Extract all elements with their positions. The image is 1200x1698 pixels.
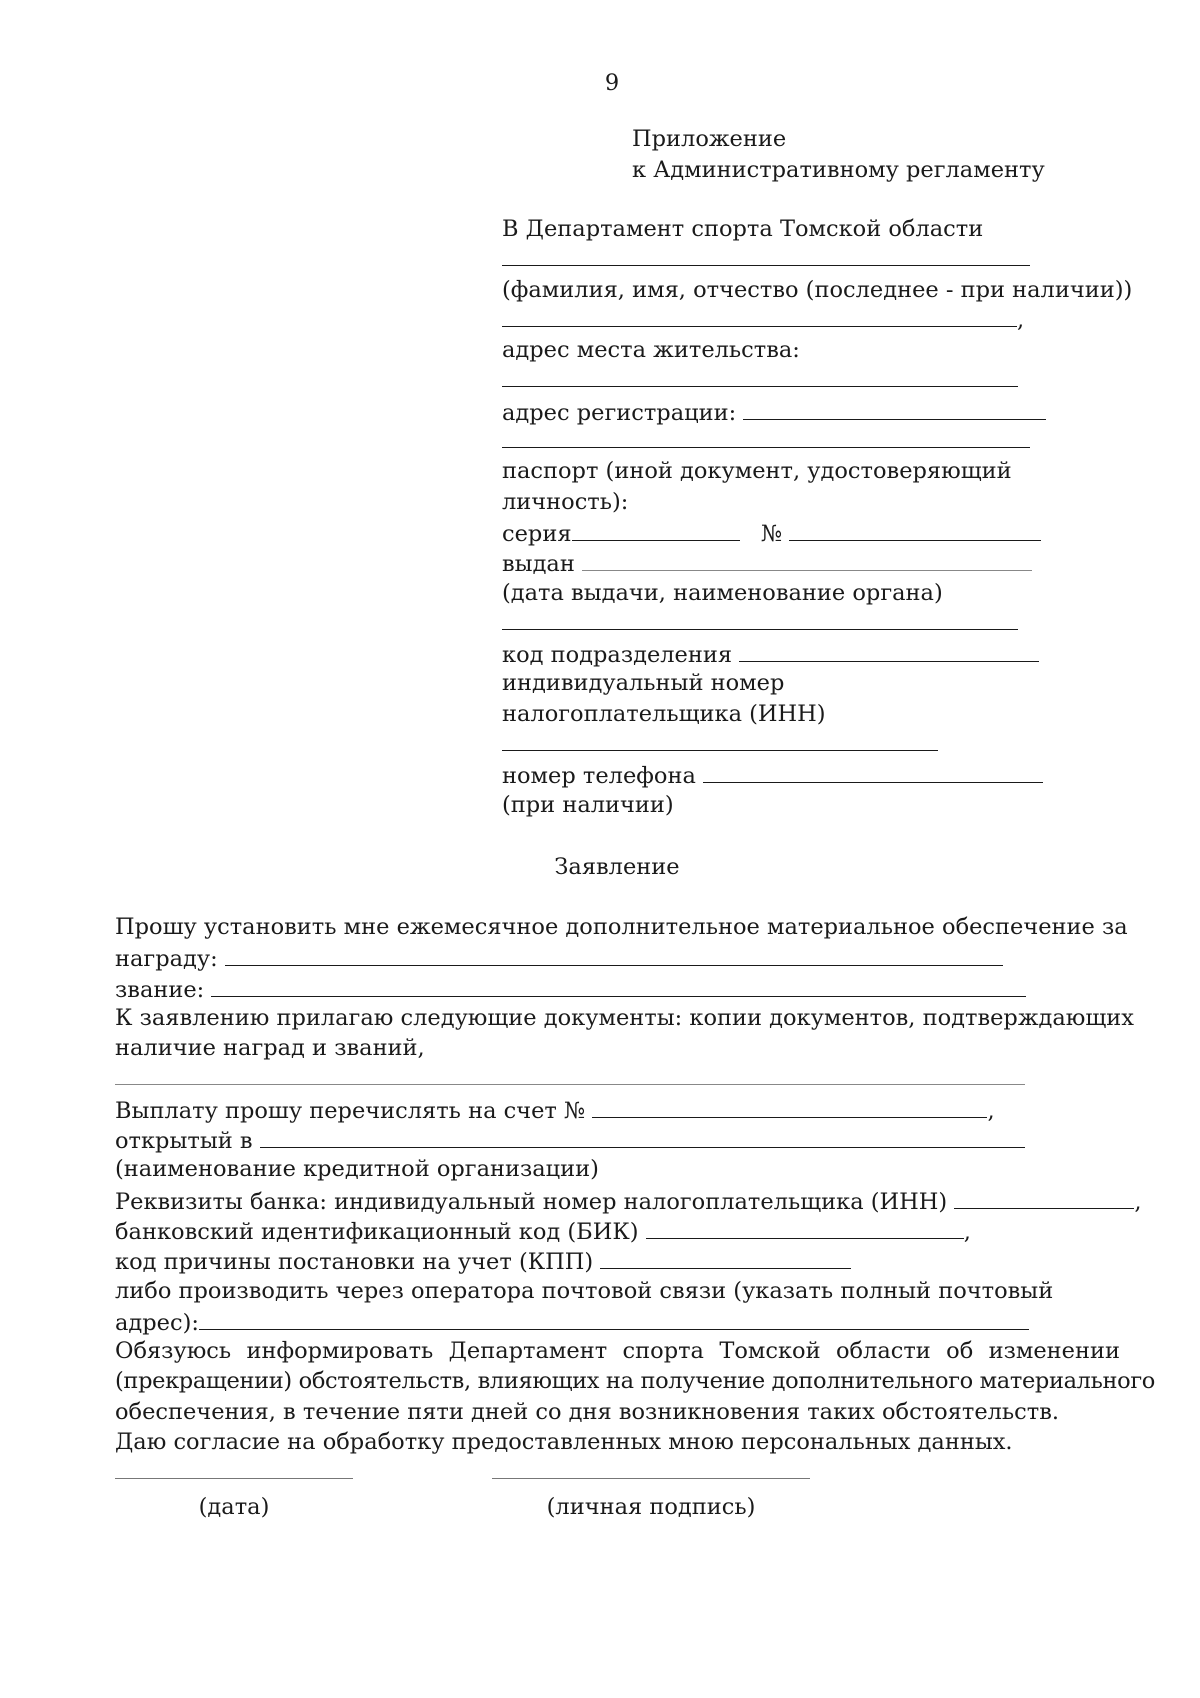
- account-comma: ,: [987, 1097, 995, 1124]
- appendix-line-1: Приложение: [632, 126, 787, 152]
- applicant-header: [502, 214, 1133, 820]
- residence-label: адрес места жительства:: [502, 337, 800, 364]
- residence-field[interactable]: [502, 366, 1018, 387]
- bank-hint: (наименование кредитной организации): [115, 1156, 599, 1183]
- fio-continuation-field[interactable]: [502, 306, 1017, 327]
- award-label: награду:: [115, 946, 218, 973]
- registration-continuation-field[interactable]: [502, 427, 1030, 448]
- page-number: 9: [604, 70, 620, 96]
- rank-label: звание:: [115, 976, 205, 1003]
- documents-field[interactable]: [115, 1064, 1025, 1085]
- date-label: (дата): [198, 1494, 270, 1520]
- opened-label: открытый в: [115, 1128, 253, 1155]
- account-number-field[interactable]: [592, 1094, 987, 1118]
- signature-label: (личная подпись): [546, 1494, 756, 1520]
- fio-hint: (фамилия, имя, отчество (последнее - при наличии)): [502, 276, 1133, 303]
- passport-number-field[interactable]: [789, 517, 1041, 541]
- division-code-label: код подразделения: [502, 642, 733, 669]
- bik-comma: ,: [963, 1218, 971, 1245]
- issued-field[interactable]: [582, 547, 1032, 571]
- phone-hint: (при наличии): [502, 791, 674, 818]
- number-label: №: [760, 520, 783, 547]
- division-code-field[interactable]: [739, 638, 1039, 662]
- appendix-line-2: к Административному регламенту: [632, 157, 1045, 183]
- bik-label: банковский идентификационный код (БИК): [115, 1218, 639, 1245]
- phone-label: номер телефона: [502, 763, 696, 790]
- phone-field[interactable]: [703, 759, 1043, 783]
- inn-field[interactable]: [502, 730, 938, 751]
- series-field[interactable]: [572, 517, 740, 541]
- obligation-line-3: обеспечения, в течение пяти дней со дня возникновения таких обстоятельств.: [115, 1398, 1060, 1425]
- date-field[interactable]: [115, 1478, 353, 1479]
- award-field[interactable]: [225, 942, 1003, 966]
- passport-label-2: личность):: [502, 488, 629, 515]
- consent-line: Даю согласие на обработку предоставленных мною персональных данных.: [115, 1429, 1013, 1456]
- registration-field[interactable]: [743, 396, 1046, 420]
- passport-label-1: паспорт (иной документ, удостоверяющий: [502, 458, 1012, 485]
- inn-label-1: индивидуальный номер: [502, 670, 785, 697]
- series-label: серия: [502, 520, 572, 547]
- fio-field[interactable]: [502, 245, 1030, 266]
- docs-line-1: К заявлению прилагаю следующие документы: копии документов, подтверждающих: [115, 1004, 1134, 1031]
- bank-inn-field[interactable]: [954, 1185, 1134, 1209]
- request-line-1: Прошу установить мне ежемесячное дополнительное материальное обеспечение за: [115, 914, 1128, 940]
- rank-field[interactable]: [211, 973, 1026, 997]
- inn-label-2: налогоплательщика (ИНН): [502, 700, 826, 727]
- appendix-block: [632, 124, 1045, 186]
- application-body: [115, 912, 1155, 1457]
- post-address-field[interactable]: [199, 1306, 1029, 1330]
- fio-comma: ,: [1017, 306, 1025, 333]
- bank-name-field[interactable]: [260, 1124, 1025, 1148]
- post-line-1: либо производить через оператора почтовой связи (указать полный почтовый: [115, 1277, 1054, 1304]
- post-address-label: адрес):: [115, 1309, 199, 1336]
- issued-continuation-field[interactable]: [502, 609, 1018, 630]
- signature-field[interactable]: [492, 1478, 810, 1479]
- issued-label: выдан: [502, 551, 575, 578]
- kpp-field[interactable]: [600, 1245, 851, 1269]
- bank-inn-comma: ,: [1134, 1188, 1142, 1215]
- obligation-line-1: Обязуюсь информировать Департамент спорта Томской области об изменении: [115, 1338, 1120, 1365]
- registration-label: адрес регистрации:: [502, 399, 737, 426]
- addressee: В Департамент спорта Томской области: [502, 216, 984, 242]
- obligation-line-2: (прекращении) обстоятельств, влияющих на получение дополнительного материального: [115, 1368, 1155, 1395]
- bik-field[interactable]: [646, 1215, 964, 1239]
- signature-block: [0, 1478, 1200, 1538]
- kpp-label: код причины постановки на учет (КПП): [115, 1249, 594, 1276]
- bank-details-label: Реквизиты банка: индивидуальный номер налогоплательщика (ИНН): [115, 1188, 948, 1215]
- payment-label: Выплату прошу перечислять на счет №: [115, 1097, 586, 1124]
- issued-hint: (дата выдачи, наименование органа): [502, 579, 943, 606]
- docs-line-2: наличие наград и званий,: [115, 1035, 425, 1062]
- document-title: Заявление: [554, 854, 680, 880]
